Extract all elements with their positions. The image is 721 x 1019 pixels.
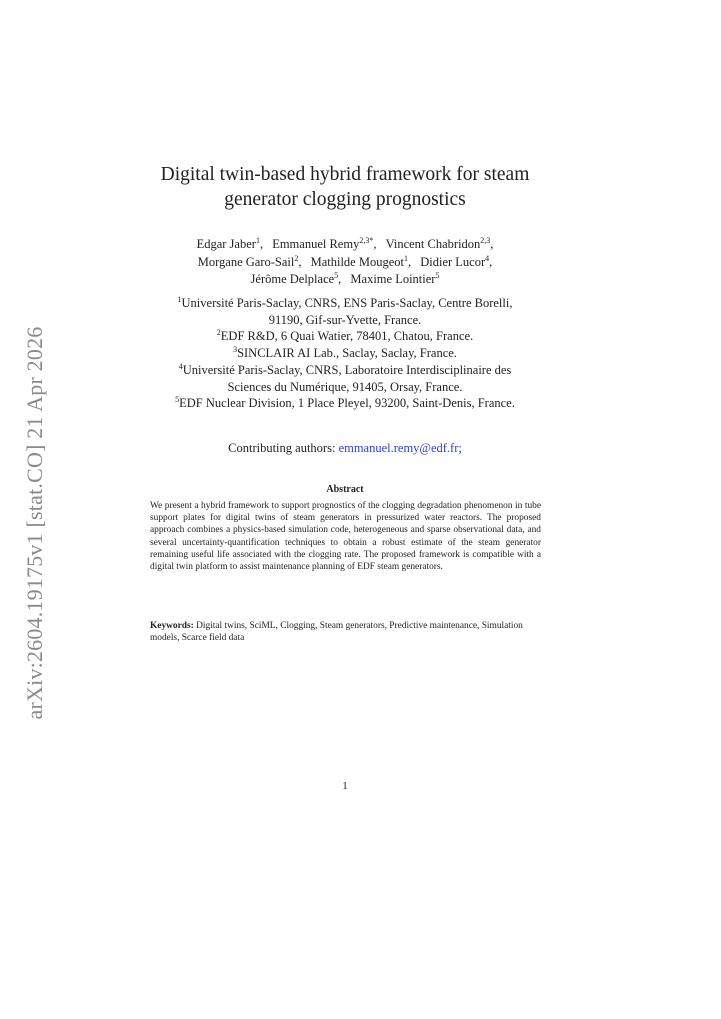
author-affiliation-mark: 1 xyxy=(403,253,408,263)
author-line xyxy=(0,271,690,289)
affiliation xyxy=(0,345,690,362)
affiliation-text: EDF R&D, 6 Quai Watier, 78401, Chatou, France. xyxy=(220,329,474,344)
affiliation-list xyxy=(0,295,690,412)
keywords xyxy=(150,620,541,644)
author-affiliation-mark: 2,3 xyxy=(480,236,491,245)
contributing-label: Contributing authors: xyxy=(228,441,336,455)
affiliation xyxy=(0,362,690,379)
author-name: Jérôme Delplace xyxy=(250,272,335,286)
affiliation-text: Université Paris-Saclay, CNRS, Laboratoire Interdisciplinaire des xyxy=(182,362,512,377)
title-line: generator clogging prognostics xyxy=(224,189,466,210)
affiliation-mark: 3 xyxy=(233,345,238,355)
affiliation-text: Sciences du Numérique, 91405, Orsay, France. xyxy=(227,379,463,394)
affiliation-text: SINCLAIR AI Lab., Saclay, Saclay, France. xyxy=(237,346,457,361)
author: Vincent Chabridon$^{2,3}$, xyxy=(385,236,494,251)
keywords-label: Keywords: xyxy=(150,621,194,631)
author-list xyxy=(0,236,690,289)
author-line xyxy=(0,236,690,254)
author: Morgane Garo-Sail$^2$, xyxy=(197,253,302,269)
author-affiliation-mark: 2,3* xyxy=(359,236,374,245)
author-name: Morgane Garo-Sail xyxy=(197,254,295,269)
author: Mathilde Mougeot$^1$, xyxy=(310,253,412,269)
title-line: Digital twin-based hybrid framework for steam xyxy=(160,164,530,185)
page-number: 1 xyxy=(342,780,348,792)
keywords-text: Digital twins, SciML, Clogging, Steam generators, Predictive maintenance, Simulation models, Scarce field data xyxy=(150,621,523,644)
contributing-authors xyxy=(0,440,690,457)
affiliation xyxy=(0,312,690,329)
affiliation-mark: 2 xyxy=(216,328,221,338)
affiliation-text: EDF Nuclear Division, 1 Place Pleyel, 93200, Saint-Denis, France. xyxy=(179,396,515,411)
author: Edgar Jaber$^1$, xyxy=(196,236,264,251)
author-affiliation-mark: 4 xyxy=(485,253,490,263)
author-name: Vincent Chabridon xyxy=(385,237,481,251)
abstract-text: We present a hybrid framework to support prognostics of the clogging degradation phenomenon in tube support plates for digital twins of steam generators in pressurized water reactors. The proposed approach combines a physics-based simulation code, heterogeneous and sparse observational data, and several uncertainty-quantification techniques to obtain a robust estimate of the steam generator remaining useful life associated with the clogging rate. The proposed framework is compatible with a digital twin platform to assist maintenance planning of EDF steam generators. xyxy=(150,501,541,573)
author-name: Emmanuel Remy xyxy=(272,237,360,251)
author-name: Mathilde Mougeot xyxy=(310,254,404,269)
author xyxy=(350,272,439,286)
author: Didier Lucor$^4$, xyxy=(420,253,493,269)
author-affiliation-mark: 1 xyxy=(255,236,260,245)
affiliation xyxy=(0,328,690,345)
abstract-heading: Abstract xyxy=(326,484,364,495)
author-name: Edgar Jaber xyxy=(196,237,256,251)
author-affiliation-mark: 2 xyxy=(294,253,299,263)
author-affiliation-mark: 5 xyxy=(334,271,339,280)
affiliation-mark: 5 xyxy=(175,395,180,405)
affiliation-text: 91190, Gif-sur-Yvette, France. xyxy=(268,312,422,327)
affiliation-mark: 4 xyxy=(178,361,183,371)
author: Emmanuel Remy$^{2,3*}$, xyxy=(272,236,377,251)
author: Jérôme Delplace$^5$, xyxy=(250,271,342,286)
paper-title xyxy=(0,162,690,212)
arxiv-identifier: arXiv:2604.19175v1 [stat.CO] 21 Apr 2026 xyxy=(22,326,47,720)
affiliation xyxy=(0,295,690,312)
author-name: Maxime Lointier xyxy=(350,272,436,286)
affiliation xyxy=(0,395,690,412)
affiliation-text: Université Paris-Saclay, CNRS, ENS Paris-Saclay, Centre Borelli, xyxy=(181,296,513,310)
contributing-email-link[interactable]: emmanuel.remy@edf.fr; xyxy=(338,441,462,455)
author-affiliation-mark: 5 xyxy=(435,271,440,280)
author-line xyxy=(0,254,690,272)
affiliation-mark: 1 xyxy=(177,295,182,304)
author-name: Didier Lucor xyxy=(420,254,486,269)
affiliation xyxy=(0,379,690,396)
